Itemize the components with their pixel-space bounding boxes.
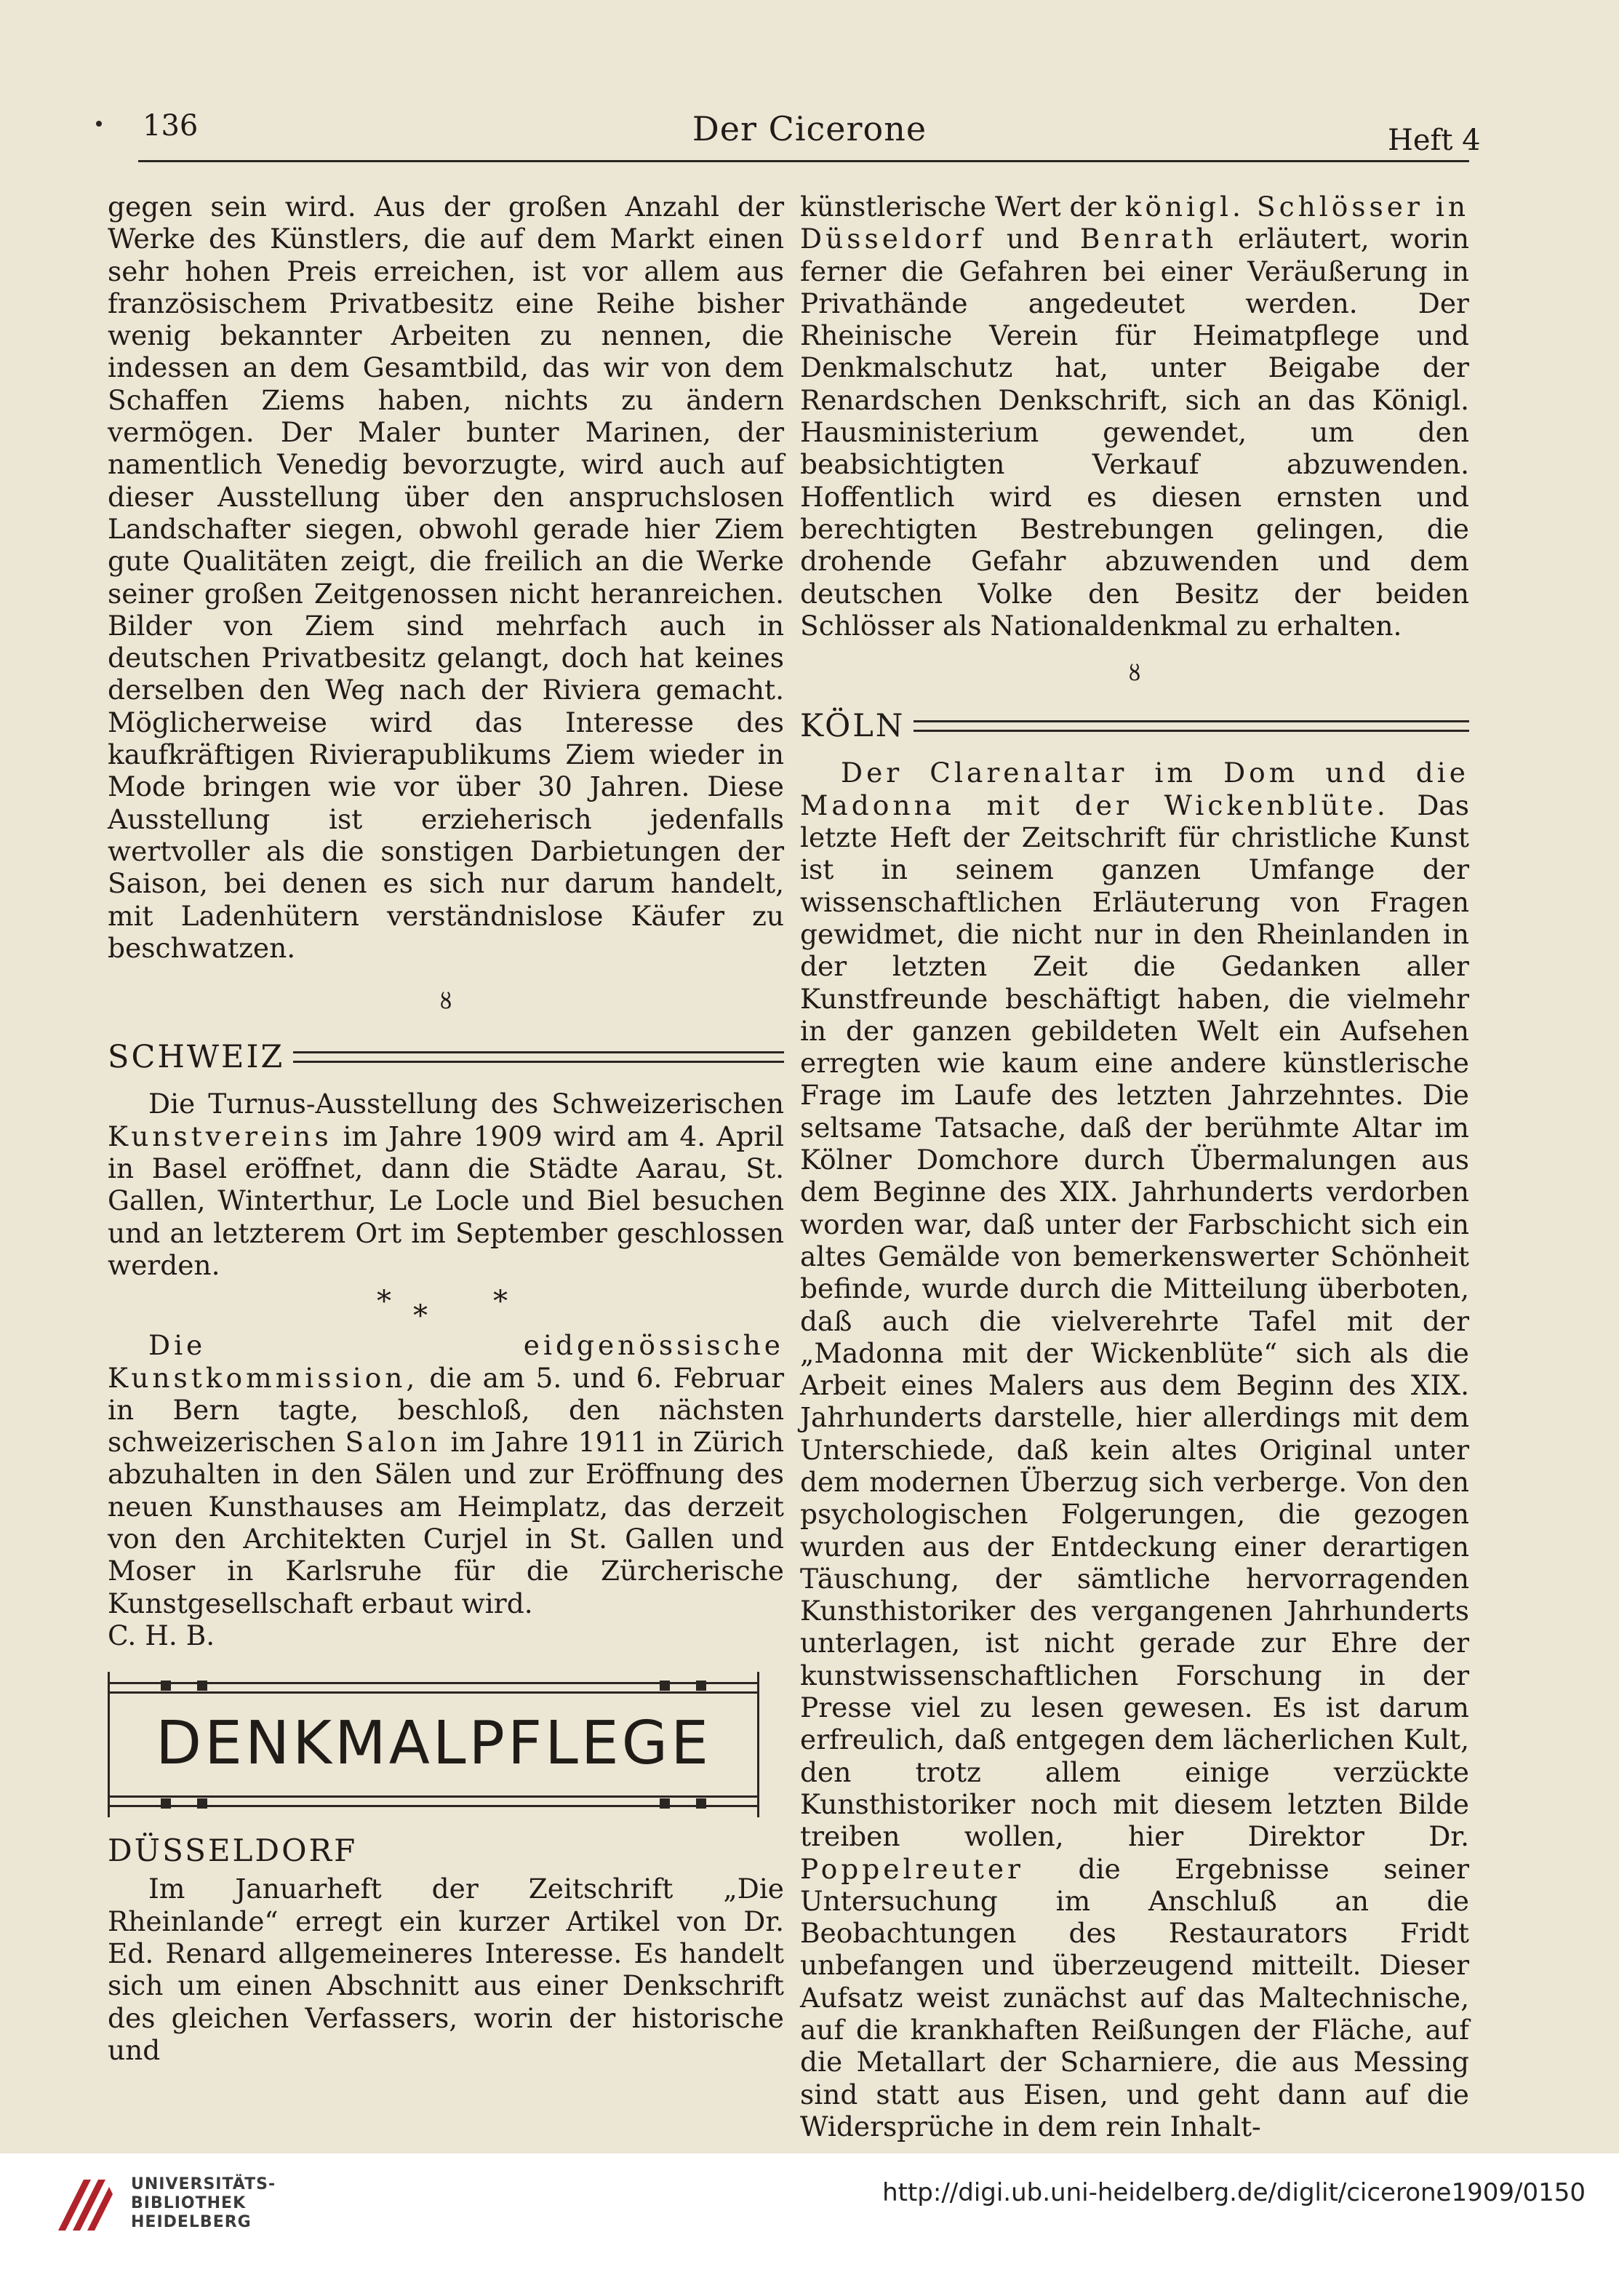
author-signature: C. H. B. <box>108 1619 215 1651</box>
library-logo-icon <box>51 2172 116 2238</box>
clarenaltar-paragraph <box>800 757 1469 2142</box>
section-title: KÖLN <box>800 708 906 745</box>
banner-ornament <box>696 1798 706 1809</box>
section-heading-schweiz <box>108 1035 784 1079</box>
right-column <box>800 191 1469 2142</box>
left-column <box>108 191 784 2066</box>
asterism <box>108 1285 784 1334</box>
flourish-ornament: ȣ <box>1128 661 1141 687</box>
spaced-text: Salon <box>345 1426 441 1459</box>
banner-ornament <box>197 1798 207 1809</box>
denkmalpflege-banner <box>108 1672 759 1817</box>
issue-label: Heft 4 <box>1388 124 1481 157</box>
text-run: im Jahre 1909 wird am 4. April in Basel eröffnet, dann die Städte Aarau, St. Gallen, Winterthur, Le Locle und Biel besuchen und an letzterem Ort im September geschlossen werden. <box>108 1120 784 1281</box>
text-run: die Ergebnisse seiner Untersuchung im Anschluß an die Beobachtungen des Restaurators Fridt unbefangen und überzeugend mitteilt. Dieser Aufsatz weist zunächst auf das Maltechnische, auf die krankhaften Reißungen der Fläche, auf die Metallart der Scharniere, die aus Messing sind statt aus Eisen, und geht dann auf die Widersprüche in dem rein Inhalt- <box>800 1852 1469 2142</box>
banner-ornament <box>660 1681 670 1691</box>
banner-ornament <box>161 1798 171 1809</box>
banner-ornament <box>696 1681 706 1691</box>
section-title: SCHWEIZ <box>108 1039 285 1076</box>
banner-ornament <box>197 1681 207 1691</box>
text-run: und <box>986 223 1080 255</box>
ziem-paragraph: gegen sein wird. Aus der großen Anzahl der Werke des Künstlers, die auf dem Markt einen sehr hohen Preis erreichen, ist vor allem aus französischem Privatbesitz eine Reihe bisher wenig bekannter Arbeiten zu nennen, die indessen an dem Gesamtbild, das wir von dem Schaffen Ziems haben, nichts zu ändern vermögen. Der Maler bunter Marinen, der namentlich Venedig bevorzugte, wird auch auf dieser Ausstellung über den anspruchslosen Landschafter siegen, obwohl gerade hier Ziem gute Qualitäten zeigt, die freilich an die Werke seiner großen Zeitgenossen nicht heranreichen. Bilder von Ziem sind mehrfach auch in deutschen Privatbesitz gelangt, doch hat keines derselben den Weg nach der Riviera gemacht. Möglicherweise wird das Interesse des kaufkräftigen Rivierapublikums Ziem wieder in Mode bringen wie vor über 30 Jahren. Diese Ausstellung ist erzieherisch jedenfalls wertvoller als die sonstigen Darbietungen der Saison, bei denen es sich nur darum handelt, mit Ladenhütern verständnislose Käufer zu beschwatzen. <box>108 191 784 964</box>
library-name-line: HEIDELBERG <box>131 2213 252 2231</box>
section-heading-koeln <box>800 704 1469 748</box>
duesseldorf-paragraph: Im Januarheft der Zeitschrift „Die Rheinlande“ erregt ein kurzer Artikel von Dr. Ed. Renard allgemeineres Interesse. Es handelt sich um einen Abschnitt aus einer Denkschrift des gleichen Verfassers, worin der historische und <box>108 1873 784 2066</box>
double-rule <box>914 720 1469 732</box>
text-run: Das letzte Heft der Zeitschrift für christliche Kunst ist in seinem ganzen Umfange der wissenschaftlichen Erläuterung von Fragen gewidmet, die nicht nur in den Rheinlanden in der letzten Zeit die Gedanken aller Kunstfreunde beschäftigt haben, die vielmehr in der ganzen gebildeten Welt ein Aufsehen erregten wie kaum eine andere künstlerische Frage im Laufe des letzten Jahrzehntes. Die seltsame Tatsache, daß der berühmte Altar im Kölner Domchore durch Übermalungen aus dem Beginne des XIX. Jahrhunderts verdorben worden war, daß unter der Farbschicht sich ein altes Gemälde von bemerkenswerter Schönheit befinde, wurde durch die Mitteilung überboten, daß auch die vielverehrte Tafel mit der „Madonna mit der Wickenblüte“ sich als die Arbeit eines Malers aus dem Beginn des XIX. Jahrhunderts darstelle, hier allerdings mit dem Unterschiede, daß kein altes Original unter dem modernen Überzug sich verberge. Von den psychologischen Folgerungen, die gezogen wurden aus der Entdeckung einer derartigen Täuschung, der sämtliche hervorragenden Kunsthistoriker des vergangenen Jahrhunderts unterlagen, ist nicht gerade zur Ehre der kunstwissenschaftlichen Forschung in der Presse viel zu lesen gewesen. Es ist darum erfreulich, daß entgegen dem lächerlichen Kult, den trotz allem einige verzückte Kunsthistoriker noch mit diesem letzten Bilde treiben wollen, hier Direktor Dr. <box>800 789 1469 1853</box>
text-run: künstlerische Wert der <box>800 191 1125 223</box>
star: * <box>493 1285 534 1319</box>
spaced-text: Der Clarenaltar im Dom und die Madonna mit der Wickenblüte. <box>800 757 1469 821</box>
library-name-line: BIBLIOTHEK <box>131 2194 247 2212</box>
library-name-line: UNIVERSITÄTS- <box>131 2175 276 2193</box>
turnus-paragraph <box>108 1088 784 1281</box>
banner-ornament <box>660 1798 670 1809</box>
banner-title: DENKMALPFLEGE <box>155 1709 712 1779</box>
spaced-text: Benrath <box>1079 223 1218 255</box>
spaced-text: königl. Schlösser in Düsseldorf <box>800 191 1469 255</box>
city-heading-duesseldorf: DÜSSELDORF <box>108 1833 358 1869</box>
library-name <box>131 2175 276 2232</box>
kunstkommission-paragraph <box>108 1329 784 1619</box>
banner-ornament <box>161 1681 171 1691</box>
source-url-link[interactable]: http://digi.ub.uni-heidelberg.de/diglit/cicerone1909/0150 <box>882 2178 1586 2207</box>
text-run: erläutert, worin ferner die Gefahren bei einer Veräußerung in Privathände angedeutet werden. Der Rheinische Verein für Heimatpflege und Denkmalschutz hat, unter Beigabe der Renardschen Denkschrift, sich an das Königl. Hausministerium gewendet, um den beabsichtigten Verkauf abzuwenden. Hoffentlich wird es diesen ernsten und berechtigten Bestrebungen gelingen, die drohende Gefahr abzuwenden und dem deutschen Volke den Besitz der beiden Schlösser als Nationaldenkmal zu erhalten. <box>800 223 1470 642</box>
double-rule <box>293 1051 784 1063</box>
spaced-text: Die eidgenössische Kunstkommission, <box>108 1329 784 1394</box>
flourish-ornament: ȣ <box>439 989 452 1015</box>
text-run: die am 5. und 6. Februar in Bern tagte, beschloß, den nächsten schweizerischen <box>108 1361 784 1459</box>
header-rule <box>138 160 1469 162</box>
text-run: Die Turnus-Ausstellung des Schweizerischen <box>148 1088 784 1120</box>
schloesser-paragraph <box>800 191 1469 642</box>
page-number: 136 <box>143 109 199 143</box>
star: * <box>413 1299 454 1334</box>
spaced-text: Kunstvereins <box>108 1120 332 1152</box>
spaced-text: Poppelreuter <box>800 1852 1024 1885</box>
running-title: Der Cicerone <box>692 109 927 148</box>
star: * <box>377 1285 417 1319</box>
text-run: im Jahre 1911 in Zürich abzuhalten in den Sälen und zur Eröffnung des neuen Kunsthauses am Heimplatz, das derzeit von den Architekten Curjel in St. Gallen und Moser in Karlsruhe für die Zürcherische Kunstgesellschaft erbaut wird. <box>108 1426 784 1619</box>
